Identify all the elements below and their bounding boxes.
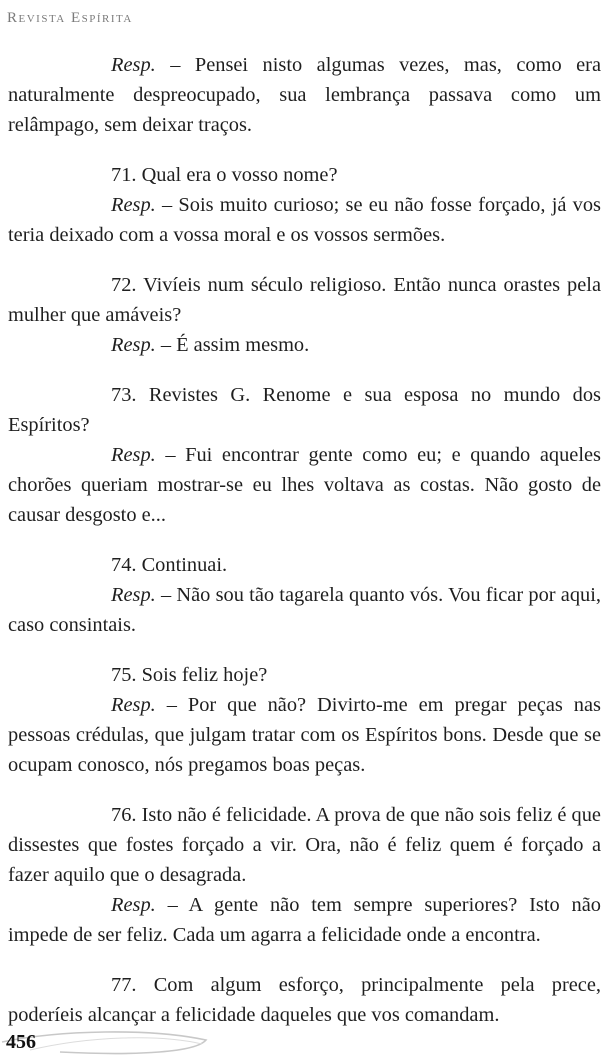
question: 76. Isto não é felicidade. A prova de que não sois feliz é que dissestes que fostes forçado a vir. Ora, não é feliz quem é forçado a fazer aquilo que o desagrada. xyxy=(8,804,601,886)
resp-label: Resp. xyxy=(111,444,156,466)
paragraph-text: – É assim mesmo. xyxy=(155,334,310,356)
resp-label: Resp. xyxy=(111,584,156,606)
paragraph-text: – Não sou tão tagarela quanto vós. Vou ficar por aqui, caso consintais. xyxy=(8,584,601,636)
running-header: Revista Espírita xyxy=(7,10,133,26)
question: 73. Revistes G. Renome e sua esposa no mundo dos Espíritos? xyxy=(8,384,601,436)
resp-label: Resp. xyxy=(111,334,156,356)
paragraph xyxy=(8,50,601,140)
question: 71. Qual era o vosso nome? xyxy=(111,164,338,186)
resp-label: Resp. xyxy=(111,894,156,916)
paragraph-text: – Por que não? Divirto-me em pregar peças nas pessoas crédulas, que julgam tratar com os Espíritos bons. Desde que se ocupam conosco, nós pregamos boas peças. xyxy=(8,694,601,776)
paragraph xyxy=(8,580,601,640)
paragraph xyxy=(8,330,601,360)
paragraph-text: – Pensei nisto algumas vezes, mas, como era naturalmente despreocupado, sua lembrança passava como um relâmpago, sem deixar traços. xyxy=(8,54,601,136)
page-number: 456 xyxy=(6,1031,36,1053)
question: 77. Com algum esforço, principalmente pela prece, poderíeis alcançar a felicidade daqueles que vos comandam. xyxy=(8,974,601,1026)
paragraph xyxy=(8,890,601,950)
paragraph xyxy=(8,440,601,530)
question: 72. Vivíeis num século religioso. Então nunca orastes pela mulher que amáveis? xyxy=(8,274,601,326)
paragraph xyxy=(8,690,601,780)
resp-label: Resp. xyxy=(111,694,156,716)
paragraph-text: – Fui encontrar gente como eu; e quando aqueles chorões queriam mostrar-se eu lhes voltava as costas. Não gosto de causar desgosto e... xyxy=(8,444,601,526)
paragraph xyxy=(8,190,601,250)
question: 75. Sois feliz hoje? xyxy=(111,664,268,686)
paragraph-text: – Sois muito curioso; se eu não fosse forçado, já vos teria deixado com a vossa moral e os vossos sermões. xyxy=(8,194,601,246)
page-body xyxy=(8,50,601,1030)
resp-label: Resp. xyxy=(111,194,156,216)
question: 74. Continuai. xyxy=(111,554,228,576)
paragraph-text: – A gente não tem sempre superiores? Isto não impede de ser feliz. Cada um agarra a felicidade onde a encontra. xyxy=(8,894,601,946)
resp-label: Resp. xyxy=(111,54,156,76)
footer-swoosh-ornament xyxy=(0,1026,240,1056)
